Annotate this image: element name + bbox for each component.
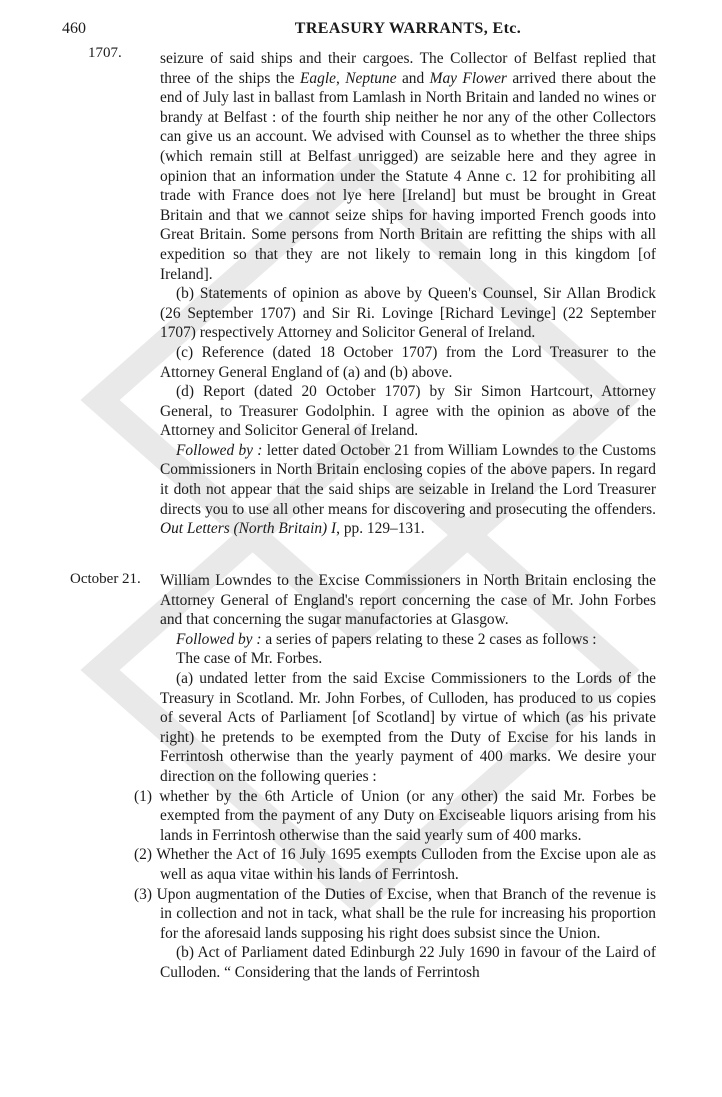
running-head: TREASURY WARRANTS, Etc.: [294, 20, 522, 37]
query-item: (2) Whether the Act of 16 July 1695 exempts Culloden from the Excise upon ale as well as aqua vitae within his lands of Ferrintosh.: [134, 846, 656, 883]
followed-by-paragraph: Followed by : a series of papers relating to these 2 cases as follows :: [176, 630, 597, 648]
query-item: (3) Upon augmentation of the Duties of Excise, when that Branch of the revenue is in collection and not in tack, what shall be the rule for increasing his proportion for the aforesaid lands supposing his right does subsist since the Union.: [134, 885, 656, 942]
margin-year: 1707.: [88, 45, 122, 61]
source-reference: Out Letters (North Britain) I: [160, 520, 337, 538]
entry-paragraph-a: seizure of said ships and their cargoes. The Collector of Belfast replied that three of the ships the Eagle, Neptune and May Flower arrived there about the end of July last in ballast from Lamlash in North Britain and landed no wines or brandy at Belfast : of the fourth ship neither he nor any of the other Collectors can give us an account. We advised with Counsel as to whether the three ships (which remain still at Belfast unrigged) are seizable here and they agree in opinion that an information under the Statute 4 Anne c. 12 for prohibiting all trade with France does not lye here [Ireland] but must be brought in Great Britain and that we cannot seize ships for having imported French goods into Great Britain. Some persons from North Britain are refitting the ships with all expedition so that they are not likely to remain long in this kingdom [of Ireland].: [160, 50, 656, 283]
entry-paragraph-c: (c) Reference (dated 18 October 1707) from the Lord Treasurer to the Attorney General England of (a) and (b) above.: [160, 343, 656, 381]
entry-paragraph-d: (d) Report (dated 20 October 1707) by Sir Simon Hartcourt, Attorney General, to Treasurer Godolphin. I agree with the opinion as above of the Attorney and Solicitor General of Ireland.: [160, 383, 656, 440]
entry-continued: [160, 49, 656, 539]
followed-by-paragraph: Followed by : letter dated October 21 from William Lowndes to the Customs Commissioners in North Britain enclosing copies of the above papers. In regard it doth not appear that the said ships are seizable in Ireland the Lord Treasurer directs you to use all other means for discovering and prosecuting the offenders. Out Letters (North Britain) I, pp. 129–131.: [160, 441, 656, 538]
case-heading: The case of Mr. Forbes.: [176, 650, 323, 668]
entry-intro: William Lowndes to the Excise Commissioners in North Britain enclosing the Attorney General of England's report concerning the case of Mr. John Forbes and that concerning the sugar manufactories at Glasgow.: [160, 572, 656, 629]
entry-date: October 21.: [70, 571, 141, 587]
followed-by-label: Followed by :: [176, 630, 262, 648]
followed-by-label: Followed by :: [176, 441, 263, 459]
ship-name: Neptune: [345, 69, 397, 87]
entry-paragraph-b: (b) Statements of opinion as above by Queen's Counsel, Sir Allan Brodick (26 September 1707) and Sir Ri. Lovinge [Richard Levinge] (22 September 1707) respectively Attorney and Solicitor General of Ireland.: [160, 285, 656, 342]
query-item: (1) whether by the 6th Article of Union (or any other) the said Mr. Forbes be exempted from the payment of any Duty on Exciseable liquors arising from his lands in Ferrintosh otherwise than the said yearly sum of 400 marks.: [134, 787, 656, 844]
entry-october-21: [134, 571, 656, 982]
ship-name: May Flower: [429, 69, 507, 87]
entry-paragraph-b: (b) Act of Parliament dated Edinburgh 22 July 1690 in favour of the Laird of Culloden. “ Considering that the lands of Ferrintosh: [160, 944, 656, 981]
ship-name: Eagle: [300, 69, 336, 87]
page-number: 460: [62, 20, 86, 37]
entry-paragraph-a: (a) undated letter from the said Excise Commissioners to the Lords of the Treasury in Scotland. Mr. John Forbes, of Culloden, has produced to us copies of several Acts of Parliament [of Scotland] by virtue of which (as his private right) he pretends to be exempted from the Duty of Excise for his lands in Ferrintosh otherwise than the yearly payment of 400 marks. We desire your direction on the following queries :: [160, 669, 656, 785]
